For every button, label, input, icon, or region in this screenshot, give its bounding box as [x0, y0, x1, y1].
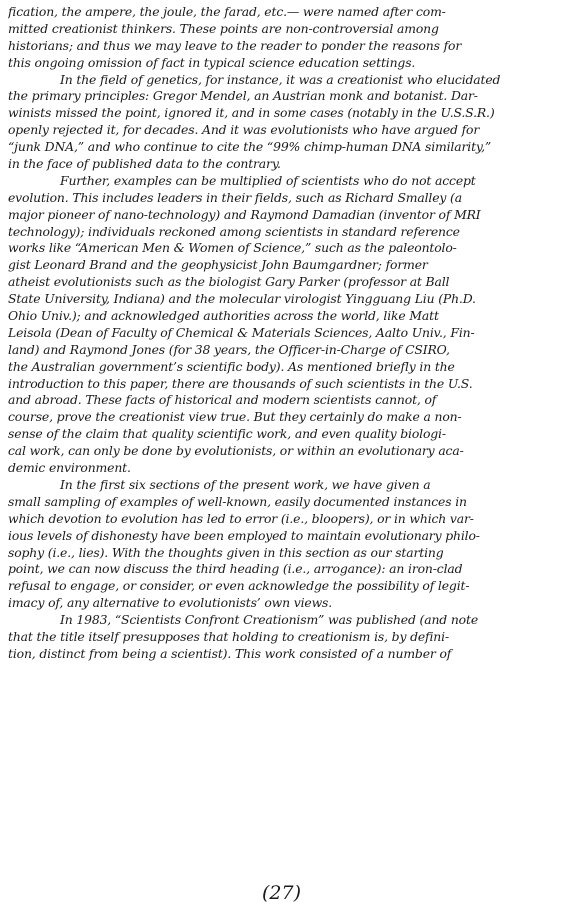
- text-line: In 1983, “Scientists Confront Creationism” was published (and note: [60, 612, 479, 628]
- text-line: Ohio Univ.); and acknowledged authorities across the world, like Matt: [8, 308, 439, 324]
- text-line: refusal to engage, or consider, or even acknowledge the possibility of legit-: [8, 578, 470, 594]
- text-line: point, we can now discuss the third heading (i.e., arrogance): an iron-clad: [8, 561, 463, 577]
- text-line: Leisola (Dean of Faculty of Chemical & Materials Sciences, Aalto Univ., Fin-: [8, 324, 475, 340]
- text-line: sophy (i.e., lies). With the thoughts given in this section as our starting: [8, 544, 444, 560]
- text-line: In the field of genetics, for instance, it was a creationist who elucidated: [60, 71, 501, 87]
- text-line: sense of the claim that quality scientific work, and even quality biologi-: [8, 426, 446, 442]
- text-line: “junk DNA,” and who continue to cite the “99% chimp-human DNA similarity,”: [8, 139, 492, 155]
- text-line: mitted creationist thinkers. These points are non-controversial among: [8, 20, 439, 36]
- text-line: State University, Indiana) and the molecular virologist Yingguang Liu (Ph.D.: [8, 291, 476, 307]
- text-line: course, prove the creationist view true. But they certainly do make a non-: [8, 409, 462, 425]
- text-line: evolution. This includes leaders in their fields, such as Richard Smalley (a: [8, 189, 462, 205]
- text-line: winists missed the point, ignored it, and in some cases (notably in the U.S.S.R.): [8, 105, 495, 121]
- text-line: historians; and thus we may leave to the reader to ponder the reasons for: [8, 37, 462, 53]
- page-number: (27): [261, 882, 301, 904]
- text-line: works like “American Men & Women of Science,” such as the paleontolo-: [8, 240, 457, 256]
- text-line: the Australian government’s scientific body). As mentioned briefly in the: [8, 358, 455, 374]
- text-line: technology); individuals reckoned among scientists in standard reference: [8, 223, 460, 239]
- text-line: openly rejected it, for decades. And it was evolutionists who have argued for: [8, 122, 480, 138]
- text-line: tion, distinct from being a scientist). This work consisted of a number of: [8, 645, 452, 661]
- text-line: small sampling of examples of well-known, easily documented instances in: [8, 493, 467, 509]
- text-line: introduction to this paper, there are thousands of such scientists in the U.S.: [8, 375, 473, 391]
- text-line: cal work, can only be done by evolutionists, or within an evolutionary aca-: [8, 443, 464, 459]
- text-line: that the title itself presupposes that holding to creationism is, by defini-: [8, 628, 449, 644]
- text-line: atheist evolutionists such as the biologist Gary Parker (professor at Ball: [8, 274, 450, 290]
- body-text: [8, 4, 556, 663]
- text-line: imacy of, any alternative to evolutionists’ own views.: [8, 595, 333, 611]
- text-line: which devotion to evolution has led to error (i.e., bloopers), or in which var-: [8, 510, 474, 526]
- text-line: In the first six sections of the present work, we have given a: [60, 476, 431, 492]
- text-line: fication, the ampere, the joule, the farad, etc.— were named after com-: [8, 4, 446, 19]
- text-line: major pioneer of nano-technology) and Raymond Damadian (inventor of MRI: [8, 206, 481, 222]
- text-line: this ongoing omission of fact in typical science education settings.: [8, 54, 416, 70]
- text-line: and abroad. These facts of historical and modern scientists cannot, of: [8, 392, 437, 408]
- text-line: gist Leonard Brand and the geophysicist John Baumgardner; former: [8, 257, 428, 273]
- text-line: the primary principles: Gregor Mendel, an Austrian monk and botanist. Dar-: [8, 88, 478, 104]
- text-line: in the face of published data to the contrary.: [8, 156, 281, 172]
- text-line: land) and Raymond Jones (for 38 years, the Officer-in-Charge of CSIRO,: [8, 341, 450, 357]
- text-line: Further, examples can be multiplied of scientists who do not accept: [60, 172, 476, 188]
- text-line: ious levels of dishonesty have been employed to maintain evolutionary philo-: [8, 527, 480, 543]
- text-line: demic environment.: [8, 460, 131, 476]
